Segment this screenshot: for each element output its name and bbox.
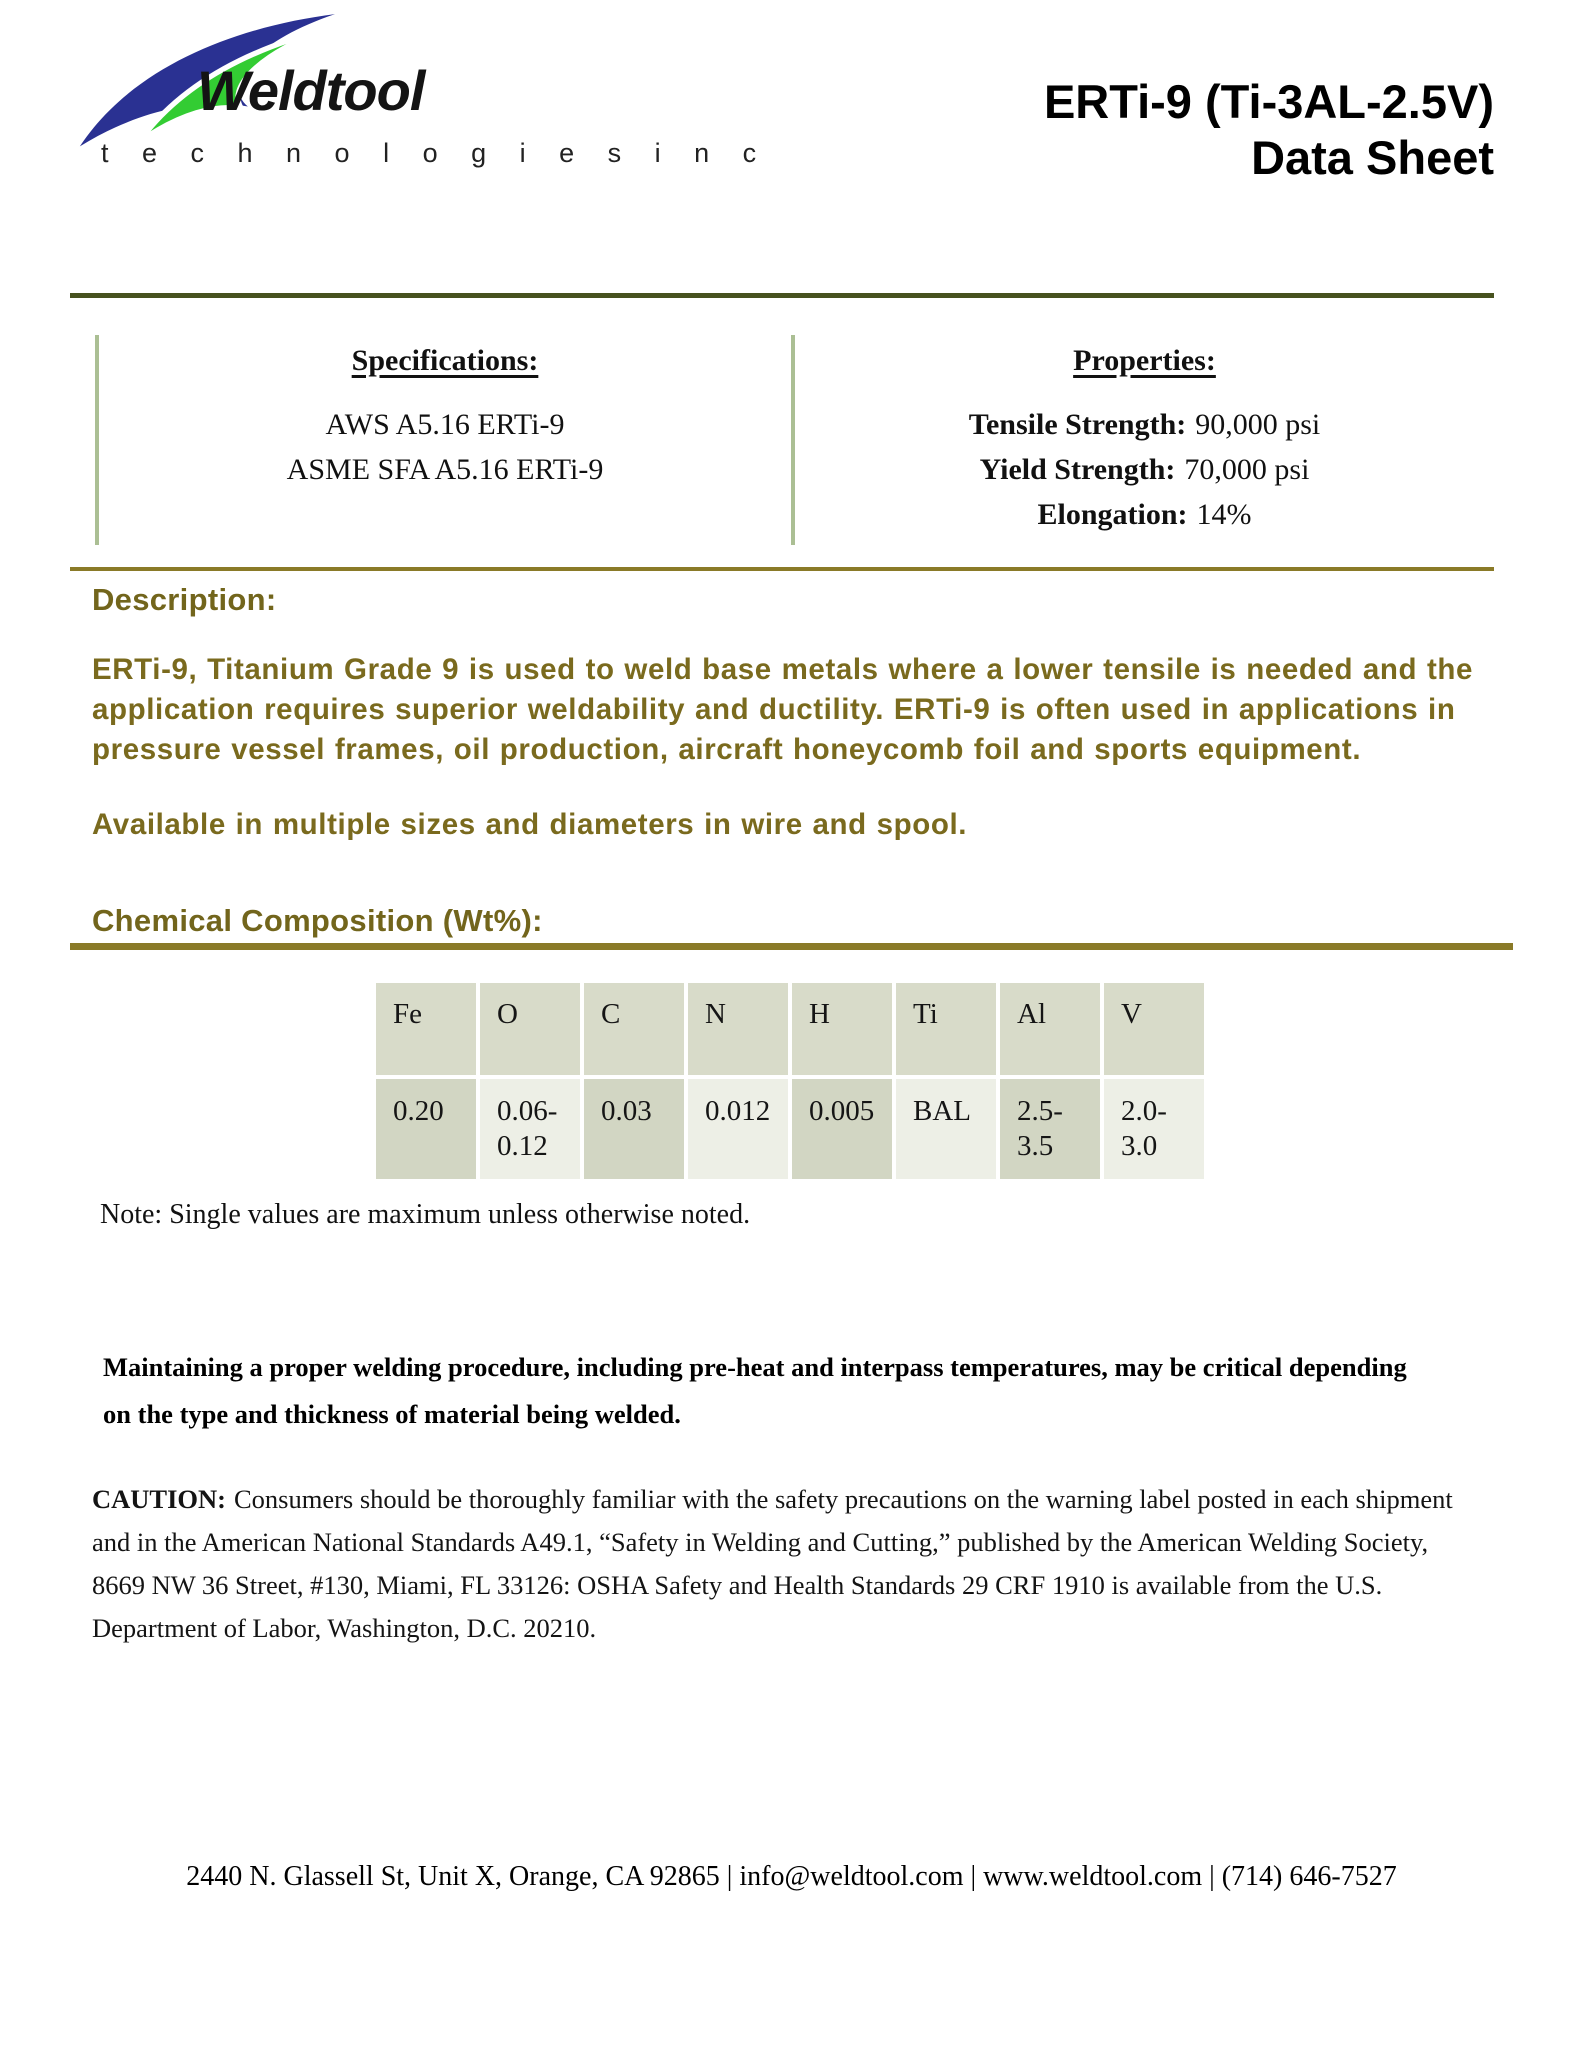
description-paragraph: ERTi-9, Titanium Grade 9 is used to weld base metals where a lower tensile is needed and the application requires superior weldability and ductility. ERTi-9 is often used in applications in pressure vessel frames, oil production, aircraft honeycomb foil and sports equipment. bbox=[92, 653, 1473, 766]
properties-section bbox=[795, 344, 1494, 537]
value-fe: 0.20 bbox=[376, 1079, 476, 1179]
prop-value: 70,000 psi bbox=[1184, 453, 1310, 486]
title-line-product: ERTi-9 (Ti-3AL-2.5V) bbox=[1043, 75, 1494, 128]
brand-tagline: t e c h n o l o g i e s i n c bbox=[101, 138, 770, 168]
caution-text: Consumers should be thoroughly familiar with the safety precautions on the warning label posted in each shipment and in the American National Standards A49.1, “Safety in Welding and Cutting,” published by the American Welding Society, 8669 NW 36 Street, #130, Miami, FL 33126: OSHA Safety and Health Standards 29 CRF 1910 is available from the U.S. Department of Labor, Washington, D.C. 20210. bbox=[92, 1484, 1453, 1643]
availability-paragraph: Available in multiple sizes and diameters in wire and spool. bbox=[92, 808, 968, 841]
document-title bbox=[1044, 74, 1494, 186]
prop-item-elongation bbox=[795, 492, 1494, 537]
prop-label: Tensile Strength: bbox=[968, 408, 1187, 441]
col-header-ti: Ti bbox=[896, 983, 996, 1075]
section-rule bbox=[70, 567, 1494, 571]
prop-item-yield bbox=[795, 447, 1494, 492]
specifications-section bbox=[99, 344, 791, 492]
description-heading: Description: bbox=[92, 582, 277, 617]
footer-contact-line: 2440 N. Glassell St, Unit X, Orange, CA 92865 | info@weldtool.com | www.weldtool.com | (714) 646-7527 bbox=[186, 1861, 1397, 1892]
chemical-composition-table bbox=[376, 983, 1204, 1183]
col-header-fe: Fe bbox=[376, 983, 476, 1075]
table-note: Note: Single values are maximum unless otherwise noted. bbox=[100, 1199, 751, 1230]
header-rule bbox=[70, 293, 1494, 298]
spec-item-asme: ASME SFA A5.16 ERTi-9 bbox=[286, 453, 604, 486]
spec-item-aws: AWS A5.16 ERTi-9 bbox=[325, 408, 565, 441]
col-header-v: V bbox=[1104, 983, 1204, 1075]
chemical-composition-heading: Chemical Composition (Wt%): bbox=[92, 903, 543, 938]
value-n: 0.012 bbox=[688, 1079, 788, 1179]
value-h: 0.005 bbox=[792, 1079, 892, 1179]
brand-name: Weldtool bbox=[197, 59, 425, 122]
table-value-row bbox=[376, 1079, 1204, 1179]
prop-label: Yield Strength: bbox=[979, 453, 1176, 486]
caution-label: CAUTION: bbox=[92, 1484, 226, 1514]
value-al: 2.5-3.5 bbox=[1000, 1079, 1100, 1179]
col-header-n: N bbox=[688, 983, 788, 1075]
value-o: 0.06-0.12 bbox=[480, 1079, 580, 1179]
value-ti: BAL bbox=[896, 1079, 996, 1179]
caution-paragraph bbox=[92, 1478, 1470, 1650]
welding-procedure-warning: Maintaining a proper welding procedure, including pre-heat and interpass temperatures, may be critical depending on the type and thickness of material being welded. bbox=[103, 1352, 1407, 1429]
col-header-al: Al bbox=[1000, 983, 1100, 1075]
title-line-datasheet: Data Sheet bbox=[1251, 131, 1494, 184]
prop-value: 90,000 psi bbox=[1195, 408, 1321, 441]
chemical-composition-rule bbox=[70, 943, 1513, 950]
col-header-c: C bbox=[584, 983, 684, 1075]
prop-item-tensile bbox=[795, 402, 1494, 447]
table-header-row bbox=[376, 983, 1204, 1075]
specifications-heading: Specifications: bbox=[351, 344, 539, 377]
properties-heading: Properties: bbox=[1073, 344, 1216, 377]
col-header-h: H bbox=[792, 983, 892, 1075]
value-v: 2.0-3.0 bbox=[1104, 1079, 1204, 1179]
prop-value: 14% bbox=[1196, 498, 1252, 531]
col-header-o: O bbox=[480, 983, 580, 1075]
prop-label: Elongation: bbox=[1037, 498, 1188, 531]
value-c: 0.03 bbox=[584, 1079, 684, 1179]
company-logo bbox=[75, 10, 770, 185]
